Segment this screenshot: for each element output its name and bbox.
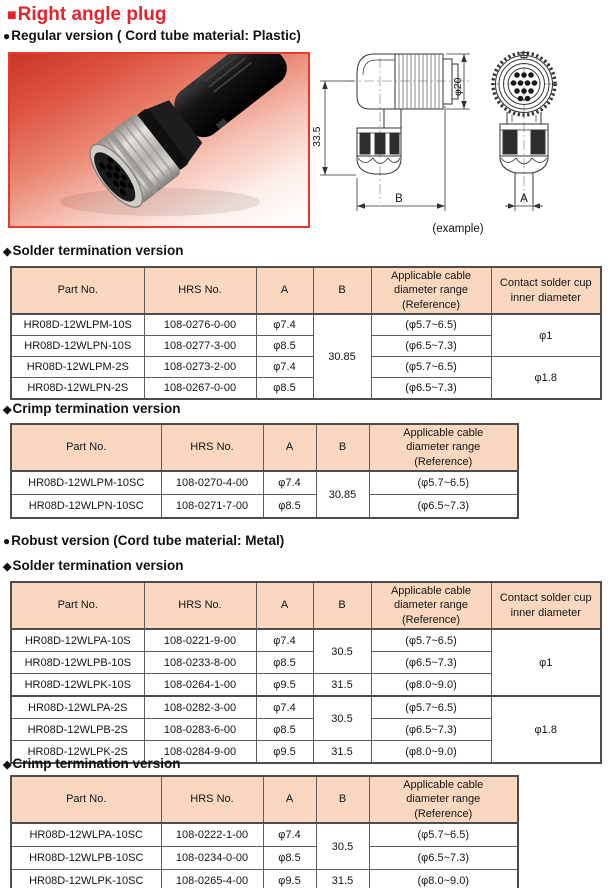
- cell-range: (φ6.5~7.3): [371, 652, 491, 674]
- regular-solder-heading: [3, 243, 184, 258]
- cell-part: HR08D-12WLPM-10SC: [11, 471, 161, 495]
- cell-range: (φ5.7~6.5): [371, 696, 491, 719]
- cell-hrs: 108-0264-1-00: [144, 674, 256, 697]
- col-range: [369, 776, 518, 823]
- diamond-bullet-icon: ◆: [3, 404, 12, 416]
- regular-crimp-heading: [3, 401, 181, 416]
- regular-version-heading: [3, 28, 301, 43]
- col-cup: [491, 582, 601, 629]
- cell-hrs: 108-0271-7-00: [161, 495, 263, 519]
- cell-range: (φ5.7~6.5): [371, 357, 491, 378]
- cell-hrs: 108-0265-4-00: [161, 870, 263, 888]
- circle-bullet-icon: ●: [3, 534, 11, 548]
- col-range-text: Applicable cable diameter range (Reference): [390, 585, 472, 626]
- cell-part: HR08D-12WLPM-10S: [11, 314, 144, 336]
- cell-range: (φ6.5~7.3): [371, 336, 491, 357]
- cell-range: (φ5.7~6.5): [371, 629, 491, 652]
- cell-b: 31.5: [316, 870, 369, 888]
- col-b: B: [313, 582, 371, 629]
- cell-a: φ8.5: [256, 336, 313, 357]
- cell-range: (φ6.5~7.3): [371, 378, 491, 400]
- robust-crimp-heading-text: Crimp termination version: [12, 756, 181, 771]
- cell-hrs: 108-0221-9-00: [144, 629, 256, 652]
- cell-hrs: 108-0282-3-00: [144, 696, 256, 719]
- cell-cup: φ1.8: [491, 696, 601, 763]
- cell-a: φ7.4: [263, 823, 316, 847]
- col-hrs: HRS No.: [161, 424, 263, 471]
- table-row: [11, 629, 601, 652]
- table-row: [11, 823, 518, 847]
- cell-a: φ8.5: [263, 495, 316, 519]
- col-part: Part No.: [11, 582, 144, 629]
- cell-cup: φ1: [491, 629, 601, 696]
- col-part: Part No.: [11, 776, 161, 823]
- cell-range: (φ8.0~9.0): [371, 674, 491, 697]
- col-hrs: HRS No.: [144, 267, 256, 314]
- cell-a: φ8.5: [256, 652, 313, 674]
- cell-part: HR08D-12WLPB-10S: [11, 652, 144, 674]
- col-part: Part No.: [11, 267, 144, 314]
- dim-diameter-label: φ20: [452, 77, 464, 96]
- col-a: A: [263, 424, 316, 471]
- dim-height-label: 33.5: [311, 126, 323, 147]
- regular-crimp-heading-text: Crimp termination version: [12, 401, 181, 416]
- page-title-text: Right angle plug: [17, 4, 167, 25]
- dim-a-label: A: [520, 193, 528, 205]
- cell-a: φ9.5: [256, 674, 313, 697]
- diamond-bullet-icon: ◆: [3, 246, 12, 258]
- col-b: B: [313, 267, 371, 314]
- col-a: A: [263, 776, 316, 823]
- regular-solder-table: [10, 266, 602, 400]
- cell-hrs: 108-0277-3-00: [144, 336, 256, 357]
- col-a: A: [256, 267, 313, 314]
- cell-hrs: 108-0284-9-00: [144, 741, 256, 764]
- cell-a: φ7.4: [263, 471, 316, 495]
- header-row: [11, 582, 601, 629]
- circle-bullet-icon: ●: [3, 29, 11, 43]
- robust-solder-table: [10, 581, 602, 764]
- product-photo: [8, 52, 310, 228]
- cell-hrs: 108-0234-0-00: [161, 847, 263, 870]
- cell-b: 30.5: [313, 696, 371, 741]
- diamond-bullet-icon: ◆: [3, 759, 12, 771]
- cell-part: HR08D-12WLPN-10S: [11, 336, 144, 357]
- col-range-text: Applicable cable diameter range (Reference): [403, 427, 484, 468]
- cell-part: HR08D-12WLPM-2S: [11, 357, 144, 378]
- cell-b: 31.5: [313, 674, 371, 697]
- dimension-drawing: [300, 46, 613, 242]
- table-row: [11, 696, 601, 719]
- cell-a: φ7.4: [256, 696, 313, 719]
- col-hrs: HRS No.: [144, 582, 256, 629]
- col-a: A: [256, 582, 313, 629]
- table-row: [11, 314, 601, 336]
- cell-part: HR08D-12WLPA-10SC: [11, 823, 161, 847]
- table-row: [11, 847, 518, 870]
- diamond-bullet-icon: ◆: [3, 561, 12, 573]
- cell-b: 30.5: [316, 823, 369, 870]
- robust-crimp-table: [10, 775, 519, 888]
- connector-photo-illustration: [10, 54, 308, 226]
- cell-a: φ7.4: [256, 629, 313, 652]
- cell-b: 30.85: [316, 471, 369, 518]
- cell-a: φ7.4: [256, 357, 313, 378]
- cell-range: (φ6.5~7.3): [371, 719, 491, 741]
- cell-b: 30.5: [313, 629, 371, 674]
- col-range: [371, 267, 491, 314]
- robust-solder-heading-text: Solder termination version: [12, 558, 184, 573]
- cell-a: φ8.5: [263, 847, 316, 870]
- cell-part: HR08D-12WLPK-2S: [11, 741, 144, 764]
- cell-a: φ8.5: [256, 378, 313, 400]
- cell-range: (φ5.7~6.5): [369, 823, 518, 847]
- cell-part: HR08D-12WLPN-2S: [11, 378, 144, 400]
- header-row: [11, 776, 518, 823]
- table-row: [11, 357, 601, 378]
- cell-part: HR08D-12WLPA-10S: [11, 629, 144, 652]
- regular-solder-heading-text: Solder termination version: [12, 243, 184, 258]
- cell-a: φ9.5: [256, 741, 313, 764]
- robust-version-heading-text: Robust version (Cord tube material: Metal): [11, 533, 285, 548]
- col-part: Part No.: [11, 424, 161, 471]
- cell-cup: φ1: [491, 314, 601, 357]
- cell-hrs: 108-0273-2-00: [144, 357, 256, 378]
- dimension-drawing-svg: [300, 46, 613, 242]
- cell-hrs: 108-0283-6-00: [144, 719, 256, 741]
- table-row: [11, 471, 518, 495]
- regular-version-heading-text: Regular version ( Cord tube material: Plastic): [11, 28, 301, 43]
- cell-range: (φ5.7~6.5): [371, 314, 491, 336]
- regular-crimp-table: [10, 423, 519, 519]
- header-row: [11, 424, 518, 471]
- col-range-text: Applicable cable diameter range (Reference): [390, 270, 472, 311]
- col-range: [371, 582, 491, 629]
- cell-part: HR08D-12WLPK-10SC: [11, 870, 161, 888]
- cell-part: HR08D-12WLPK-10S: [11, 674, 144, 697]
- cell-range: (φ8.0~9.0): [371, 741, 491, 764]
- cell-cup: φ1.8: [491, 357, 601, 400]
- cell-a: φ8.5: [256, 719, 313, 741]
- robust-crimp-heading: [3, 756, 181, 771]
- cell-hrs: 108-0267-0-00: [144, 378, 256, 400]
- col-cup-text: Contact solder cup inner diameter: [499, 592, 592, 619]
- dim-b-label: B: [395, 193, 403, 205]
- cell-range: (φ5.7~6.5): [369, 471, 518, 495]
- cell-hrs: 108-0222-1-00: [161, 823, 263, 847]
- cell-hrs: 108-0233-8-00: [144, 652, 256, 674]
- cell-b: 30.85: [313, 314, 371, 399]
- cell-part: HR08D-12WLPB-10SC: [11, 847, 161, 870]
- col-range: [369, 424, 518, 471]
- header-row: [11, 267, 601, 314]
- cell-hrs: 108-0270-4-00: [161, 471, 263, 495]
- col-range-text: Applicable cable diameter range (Reference): [403, 779, 484, 820]
- cell-range: (φ6.5~7.3): [369, 847, 518, 870]
- cell-range: (φ6.5~7.3): [369, 495, 518, 519]
- cell-a: φ9.5: [263, 870, 316, 888]
- robust-solder-heading: [3, 558, 184, 573]
- cell-part: HR08D-12WLPN-10SC: [11, 495, 161, 519]
- col-cup-text: Contact solder cup inner diameter: [499, 277, 592, 304]
- cell-b: 31.5: [313, 741, 371, 764]
- col-hrs: HRS No.: [161, 776, 263, 823]
- cell-part: HR08D-12WLPB-2S: [11, 719, 144, 741]
- table-row: [11, 870, 518, 888]
- cell-hrs: 108-0276-0-00: [144, 314, 256, 336]
- cell-part: HR08D-12WLPA-2S: [11, 696, 144, 719]
- example-caption: (example): [432, 223, 484, 235]
- robust-version-heading: [3, 533, 284, 548]
- page-title: [7, 4, 167, 26]
- col-cup: [491, 267, 601, 314]
- col-b: B: [316, 776, 369, 823]
- table-row: [11, 495, 518, 519]
- cell-range: (φ8.0~9.0): [369, 870, 518, 888]
- square-bullet-icon: ■: [7, 7, 17, 24]
- cell-a: φ7.4: [256, 314, 313, 336]
- col-b: B: [316, 424, 369, 471]
